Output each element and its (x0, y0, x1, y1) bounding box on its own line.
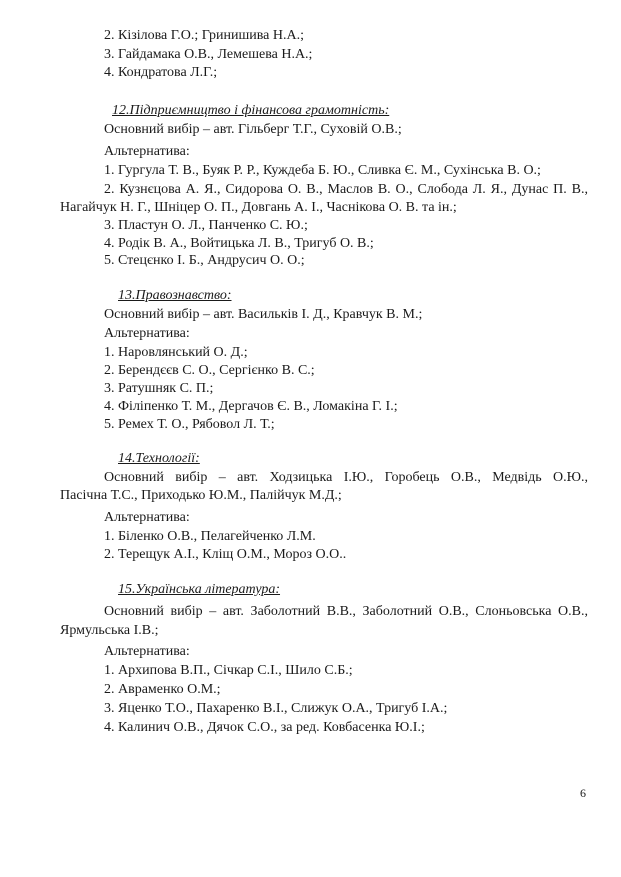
list-item: 5. Стецєнко І. Б., Андрусич О. О.; (104, 253, 305, 268)
list-item: 4. Родік В. А., Войтицька Л. В., Тригуб О. В.; (104, 236, 374, 251)
main-choice: Основний вибір – авт. Заболотний В.В., Заболотний О.В., Слоньовська О.В., (104, 604, 588, 619)
section-heading: 14.Технології: (118, 451, 200, 466)
list-item: 3. Яценко Т.О., Пахаренко В.І., Слижук О.А., Тригуб І.А.; (104, 701, 448, 716)
list-item: 2. Кізілова Г.О.; Гринишива Н.А.; (104, 28, 304, 43)
list-item: 1. Гургула Т. В., Буяк Р. Р., Куждеба Б. Ю., Сливка Є. М., Сухінська В. О.; (104, 163, 541, 178)
list-item: 1. Архипова В.П., Січкар С.І., Шило С.Б.; (104, 663, 353, 678)
main-choice: Основний вибір – авт. Гільберг Т.Г., Суховій О.В.; (104, 122, 402, 137)
list-item: 4. Кондратова Л.Г.; (104, 65, 218, 80)
alternative-label: Альтернатива: (104, 144, 190, 159)
alternative-label: Альтернатива: (104, 644, 190, 659)
list-item: 1. Біленко О.В., Пелагейченко Л.М. (104, 529, 316, 544)
alternative-label: Альтернатива: (104, 510, 190, 525)
list-item: 3. Гайдамака О.В., Лемешева Н.А.; (104, 47, 313, 62)
page-number: 6 (580, 786, 586, 800)
list-item: 5. Ремех Т. О., Рябовол Л. Т.; (104, 417, 275, 432)
alternative-label: Альтернатива: (104, 326, 190, 341)
main-choice: Основний вибір – авт. Ходзицька І.Ю., Горобець О.В., Медвідь О.Ю., (104, 470, 588, 485)
list-item-continuation: Нагайчук Н. Г., Шніцер О. П., Довгань А. І., Часнікова О. В. та ін.; (60, 200, 457, 215)
section-heading: 13.Правознавство: (118, 288, 232, 303)
list-item: 2. Кузнєцова А. Я., Сидорова О. В., Маслов В. О., Слобода Л. Я., Дунас П. В., (104, 182, 588, 197)
main-choice-continuation: Ярмульська І.В.; (60, 623, 159, 638)
list-item: 4. Філіпенко Т. М., Дергачов Є. В., Ломакіна Г. І.; (104, 399, 398, 414)
list-item: 4. Калинич О.В., Дячок С.О., за ред. Ковбасенка Ю.І.; (104, 720, 425, 735)
list-item: 3. Ратушняк С. П.; (104, 381, 214, 396)
section-heading: 12.Підприємництво і фінансова грамотність: (112, 103, 390, 118)
list-item: 1. Наровлянський О. Д.; (104, 345, 248, 360)
main-choice-continuation: Пасічна Т.С., Приходько Ю.М., Палійчук М.Д.; (60, 488, 342, 503)
main-choice: Основний вибір – авт. Васильків І. Д., Кравчук В. М.; (104, 307, 423, 322)
list-item: 2. Авраменко О.М.; (104, 682, 221, 697)
list-item: 3. Пластун О. Л., Панченко С. Ю.; (104, 218, 308, 233)
section-heading: 15.Українська література: (118, 582, 281, 597)
list-item: 2. Терещук А.І., Кліщ О.М., Мороз О.О.. (104, 547, 347, 562)
list-item: 2. Берендєєв С. О., Сергієнко В. С.; (104, 363, 315, 378)
